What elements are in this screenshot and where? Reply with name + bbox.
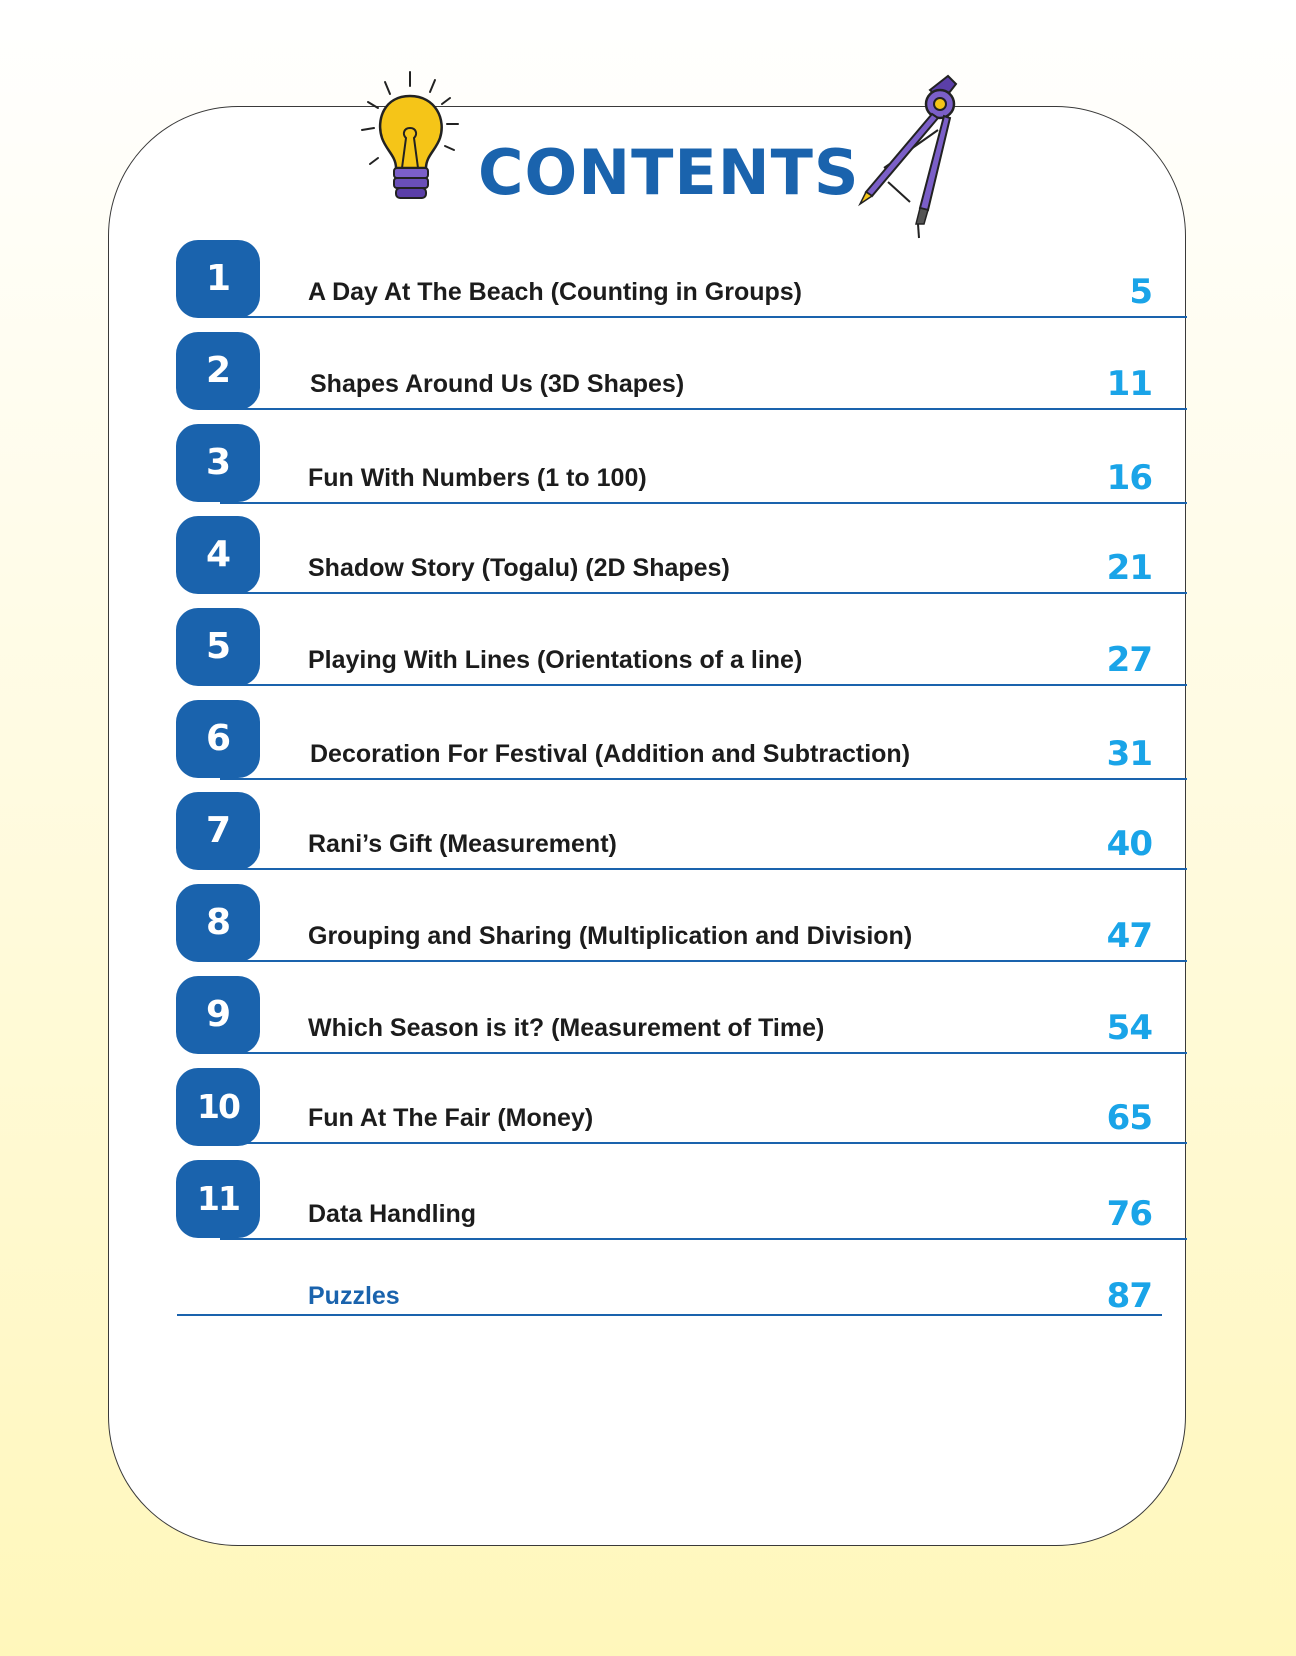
chapter-number-badge: 2 [176, 332, 260, 410]
contents-card [108, 106, 1186, 1546]
page-title: CONTENTS [478, 136, 860, 209]
chapter-page-number: 27 [1106, 640, 1152, 680]
chapter-title[interactable]: Which Season is it? (Measurement of Time) [308, 1014, 825, 1042]
chapter-divider [220, 408, 1187, 410]
chapter-title[interactable]: Grouping and Sharing (Multiplication and Division) [308, 922, 913, 950]
chapter-number-badge: 1 [176, 240, 260, 318]
chapter-title[interactable]: Fun With Numbers (1 to 100) [308, 464, 647, 492]
puzzles-title[interactable]: Puzzles [308, 1282, 400, 1310]
chapter-page-number: 54 [1106, 1008, 1152, 1048]
puzzles-divider [177, 1314, 1162, 1316]
drawing-compass-icon [858, 70, 988, 245]
chapter-title[interactable]: A Day At The Beach (Counting in Groups) [308, 278, 802, 306]
chapter-number-badge: 8 [176, 884, 260, 962]
chapter-page-number: 11 [1106, 364, 1152, 404]
chapter-number-badge: 4 [176, 516, 260, 594]
chapter-page-number: 21 [1106, 548, 1152, 588]
chapter-divider [220, 1238, 1187, 1240]
chapter-title[interactable]: Shadow Story (Togalu) (2D Shapes) [308, 554, 730, 582]
chapter-divider [220, 778, 1187, 780]
chapter-number-badge: 9 [176, 976, 260, 1054]
chapter-divider [220, 1142, 1187, 1144]
chapter-page-number: 5 [1129, 272, 1152, 312]
chapter-divider [220, 502, 1187, 504]
chapter-page-number: 31 [1106, 734, 1152, 774]
chapter-title[interactable]: Rani’s Gift (Measurement) [308, 830, 617, 858]
chapter-divider [220, 1052, 1187, 1054]
chapter-page-number: 40 [1106, 824, 1152, 864]
chapter-page-number: 65 [1106, 1098, 1152, 1138]
chapter-number-badge: 11 [176, 1160, 260, 1238]
chapter-divider [220, 868, 1187, 870]
chapter-divider [220, 960, 1187, 962]
puzzles-page-number: 87 [1106, 1276, 1152, 1316]
chapter-number-badge: 6 [176, 700, 260, 778]
chapter-page-number: 47 [1106, 916, 1152, 956]
chapter-title[interactable]: Shapes Around Us (3D Shapes) [310, 370, 685, 398]
chapter-title[interactable]: Playing With Lines (Orientations of a line) [308, 646, 803, 674]
chapter-number-badge: 7 [176, 792, 260, 870]
chapter-number-badge: 3 [176, 424, 260, 502]
chapter-number-badge: 10 [176, 1068, 260, 1146]
chapter-divider [220, 684, 1187, 686]
chapter-title[interactable]: Decoration For Festival (Addition and Subtraction) [310, 740, 911, 768]
chapter-divider [220, 592, 1187, 594]
chapter-page-number: 76 [1106, 1194, 1152, 1234]
chapter-page-number: 16 [1106, 458, 1152, 498]
chapter-title[interactable]: Data Handling [308, 1200, 477, 1228]
light-bulb-icon [350, 64, 480, 214]
chapter-title[interactable]: Fun At The Fair (Money) [308, 1104, 594, 1132]
chapter-divider [220, 316, 1187, 318]
chapter-number-badge: 5 [176, 608, 260, 686]
